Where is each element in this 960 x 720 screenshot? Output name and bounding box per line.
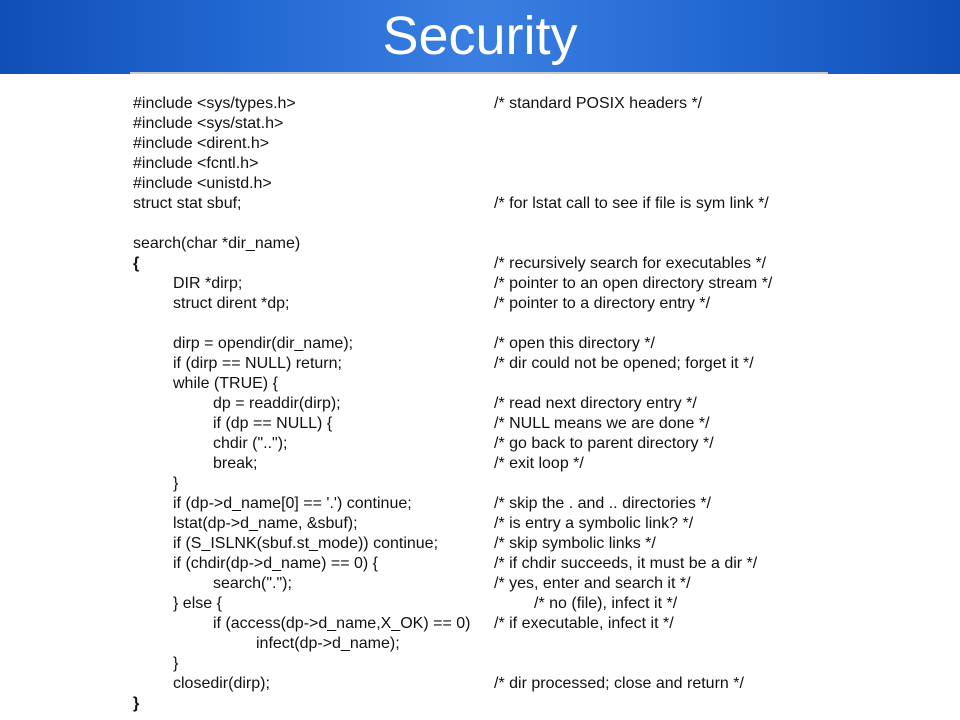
code-line: { (133, 255, 140, 272)
slide-title: Security (382, 6, 578, 66)
code-comment: /* yes, enter and search it */ (494, 575, 691, 592)
code-comment: /* if executable, infect it */ (494, 615, 674, 632)
code-line: #include <sys/stat.h> (133, 115, 284, 132)
code-line: search(char *dir_name) (133, 235, 301, 252)
code-line: #include <unistd.h> (133, 175, 272, 192)
code-comment: /* open this directory */ (494, 335, 655, 352)
code-comment: /* go back to parent directory */ (494, 435, 714, 452)
title-bar (0, 0, 960, 74)
code-comment: /* pointer to an open directory stream */ (494, 275, 773, 292)
code-line: #include <fcntl.h> (133, 155, 259, 172)
code-comment: /* exit loop */ (494, 455, 584, 472)
code-comment: /* skip symbolic links */ (494, 535, 656, 552)
code-comment: /* standard POSIX headers */ (494, 95, 703, 112)
code-line: while (TRUE) { (173, 375, 278, 392)
code-comment: /* pointer to a directory entry */ (494, 295, 711, 312)
code-comment: /* is entry a symbolic link? */ (494, 515, 694, 532)
code-line: } (133, 695, 140, 712)
code-line: } (173, 475, 179, 492)
code-line: break; (213, 455, 258, 472)
code-line: dirp = opendir(dir_name); (173, 335, 354, 352)
code-line: closedir(dirp); (173, 675, 270, 692)
code-line: #include <dirent.h> (133, 135, 270, 152)
code-comment: /* dir processed; close and return */ (494, 675, 744, 692)
code-comment: /* for lstat call to see if file is sym link */ (494, 195, 769, 212)
code-line: struct stat sbuf; (133, 195, 242, 212)
code-line: chdir (".."); (213, 435, 288, 452)
code-line: if (chdir(dp->d_name) == 0) { (173, 555, 378, 572)
code-line: } (173, 655, 179, 672)
code-line: if (dirp == NULL) return; (173, 355, 342, 372)
code-line: lstat(dp->d_name, &sbuf); (173, 515, 358, 532)
code-line: if (dp == NULL) { (213, 415, 333, 432)
code-listing (0, 94, 960, 720)
code-comment: /* read next directory entry */ (494, 395, 697, 412)
code-line: struct dirent *dp; (173, 295, 290, 312)
code-comment: /* skip the . and .. directories */ (494, 495, 711, 512)
code-line: #include <sys/types.h> (133, 95, 296, 112)
code-line: search("."); (213, 575, 292, 592)
code-comment: /* no (file), infect it */ (534, 595, 678, 612)
code-line: if (dp->d_name[0] == '.') continue; (173, 495, 412, 512)
code-comment: /* dir could not be opened; forget it */ (494, 355, 754, 372)
code-comment: /* recursively search for executables */ (494, 255, 767, 272)
code-line: DIR *dirp; (173, 275, 243, 292)
code-line: dp = readdir(dirp); (213, 395, 341, 412)
code-line: } else { (173, 595, 222, 612)
code-line: if (S_ISLNK(sbuf.st_mode)) continue; (173, 535, 439, 552)
code-comment: /* NULL means we are done */ (494, 415, 710, 432)
title-underline (130, 72, 828, 74)
code-comment: /* if chdir succeeds, it must be a dir */ (494, 555, 758, 572)
code-line: if (access(dp->d_name,X_OK) == 0) (213, 615, 471, 632)
code-line: infect(dp->d_name); (256, 635, 400, 652)
